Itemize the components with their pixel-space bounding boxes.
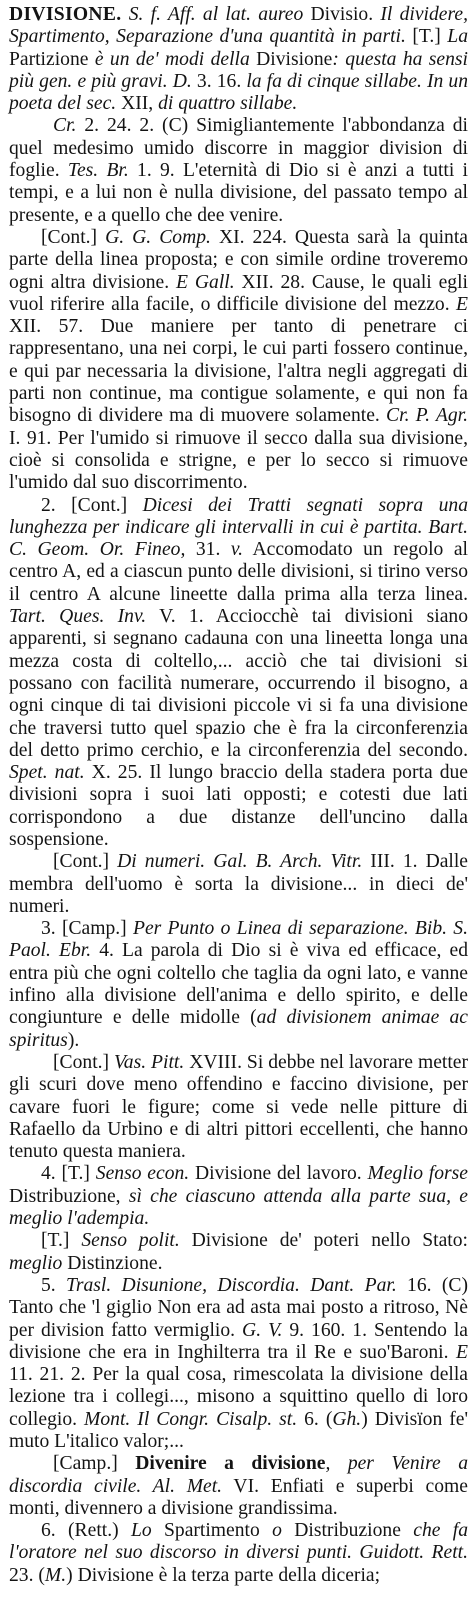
text-segment: [T.] <box>405 26 448 48</box>
entry-paragraph <box>9 851 468 918</box>
text-segment: Cr. P. Agr. <box>386 405 468 427</box>
text-segment: Di numeri. Gal. B. Arch. Vitr. <box>117 851 363 873</box>
text-segment: 9. 160. 1. Sentendo la divisione che era in Inghilterra tra il Re e suo'Baroni. <box>9 1319 468 1363</box>
entry-paragraph <box>9 1230 468 1275</box>
text-segment: E <box>456 293 468 315</box>
text-segment: Spartimento <box>164 1520 273 1542</box>
text-segment: Tes. Br. <box>67 160 129 182</box>
headword: DIVISIONE. <box>9 4 122 25</box>
text-segment: 23. ( <box>9 1564 45 1586</box>
text-segment: E <box>456 1341 468 1363</box>
entry-paragraph <box>9 1453 468 1520</box>
text-segment: M. <box>44 1564 67 1586</box>
text-segment: Distribuzione, <box>9 1185 129 1207</box>
text-segment: : questa ha sensi più gen. e più gravi. D. <box>9 48 468 92</box>
text-segment: S. f. Aff. al lat. aureo <box>121 4 311 25</box>
text-segment: G. V. <box>242 1319 283 1341</box>
text-segment: meglio <box>9 1252 68 1274</box>
entry-paragraph <box>9 115 468 226</box>
text-segment: Dicesi dei Tratti segnati sopra una lunghezza per indicare gli intervalli in cui è partita. Bart. C. Geom. Or. Fineo, <box>9 494 469 561</box>
text-segment: [T.] <box>41 1230 82 1252</box>
text-segment: che fa l'oratore nel suo discorso in diversi punti. Guidott. Rett. <box>9 1520 469 1564</box>
text-segment: [Cont.] <box>53 851 118 873</box>
text-segment: E Gall. <box>176 271 235 293</box>
text-segment: Il dividere, Spartimento, Separazione d'una quantità in parti. <box>9 4 468 48</box>
text-segment: [Cont.] <box>53 1051 114 1073</box>
text-segment: X. 25. Il lungo braccio della stadera porta due divisioni sopra i suoi lati opposti; e cotesti due lati corrispondono a due distanze dell'uncino dalla sospensione. <box>9 762 468 850</box>
text-segment: Divenire a divisione <box>135 1453 326 1475</box>
text-segment: Per Punto o Linea di separazione. Bib. S. Paol. Ebr. <box>9 918 468 962</box>
text-segment: 6. (Rett.) <box>41 1520 131 1542</box>
text-segment: 2. 24. 2. (C) Simigliantemente l'abbondanza di quel medesimo umido discorre in maggior division di foglie. <box>9 115 468 182</box>
text-segment: 1. 9. L'eternità di Dio si è anzi a tutti i tempi, e a lui non è nulla divisione, del passato tempo al presente, e a quello che dee venire. <box>9 160 469 226</box>
text-segment: III. 1. Dalle membra dell'uomo è sorta la divisione... in dieci de' numeri. <box>9 851 469 917</box>
text-segment: Mont. Il Congr. Cisalp. st. <box>84 1408 298 1430</box>
text-segment: Meglio forse <box>367 1163 468 1185</box>
text-segment: G. G. Comp. <box>105 226 211 248</box>
text-segment: 31. <box>185 539 231 561</box>
text-segment: sì che ciascuno attenda alla parte sua, e meglio l'adempia. <box>9 1185 469 1230</box>
text-segment: ) Divisione è la terza parte della diceria; <box>66 1564 381 1586</box>
text-segment: XII. 57. Due maniere per tanto di penetrare ci rappresentano, una nei corpi, le cui parti fossero continue, e qui par necessaria la divisione, l'altra negli aggregati di parti non continue, ma contigue solamente, e qui non fa bisogno di dividere ma di muovere solamente. <box>9 316 468 427</box>
text-segment: Cr. <box>53 115 77 137</box>
text-segment: 4. La parola di Dio si è viva ed efficace, ed entra più che ogni coltello che taglia da ogni lato, e vanne infino alla divisione dell'anima e dello spirito, e delle congiunture e delle midolle ( <box>9 940 468 1029</box>
entry-paragraph <box>9 1275 468 1453</box>
text-segment: v. <box>230 539 244 561</box>
text-segment: La <box>447 26 468 48</box>
text-segment: Tart. Ques. Inv. <box>9 606 147 628</box>
text-segment: Divisio. <box>310 4 374 25</box>
text-segment: Senso econ. <box>95 1163 190 1185</box>
entry-definition <box>9 4 468 115</box>
text-segment: ). <box>67 1029 80 1051</box>
entry-paragraph <box>9 227 468 495</box>
text-segment: di quattro sillabe. <box>158 93 298 115</box>
entry-paragraph <box>9 495 468 852</box>
text-segment: VI. Enfiati e superbi come monti, divennero a divisione grandissima. <box>9 1475 468 1519</box>
text-segment: Gh. <box>332 1408 362 1430</box>
text-segment: 6. ( <box>297 1408 333 1430</box>
text-segment: è un de' modi della <box>94 48 257 70</box>
text-segment: XI. 224. Questa sarà la quinta parte della linea proposta; e con simile ordine troveremo ogni altra divisione. <box>9 226 468 293</box>
text-segment: 2. [Cont.] <box>41 494 143 516</box>
text-segment: V. 1. Acciocchè tai divisioni siano apparenti, si segnano cadauna con una lineetta longa una mezza costa di coltello,... acciò che tai divisioni si possano con facilità numerare, occurrendo il bisogno, a ogni cinque di tai divisioni piccole vi si fa una divisione che traversi tutto quel spazio che è fra la circonferenzia del detto primo cerchio, e la circonferenzia del secondo. <box>9 606 468 761</box>
text-segment: Divisione de' poteri nello Stato: <box>179 1230 468 1252</box>
text-segment: Accomodato un regolo al centro A, ed a ciascun punto delle divisioni, si tirino verso il centro A alcune lineette dalla prima alla terza linea. <box>9 539 468 605</box>
text-segment: Lo <box>130 1520 164 1542</box>
text-segment: 16. (C) Tanto che 'l giglio Non era ad asta mai posto a ritroso, Nè per division fatto vermiglio. <box>9 1274 468 1341</box>
text-segment: XII. 28. Cause, le quali egli vuol riferire alla facile, o difficile divisione del mezzo. <box>9 271 468 315</box>
text-segment: 3. [Camp.] <box>41 918 133 940</box>
text-segment: Distinzione. <box>67 1252 163 1274</box>
entry-paragraph <box>9 1520 468 1587</box>
text-segment: Divisione del lavoro. <box>189 1163 368 1185</box>
text-segment: Trasl. Disunione, Discordia. Dant. Par. <box>66 1274 397 1296</box>
text-segment: 4. [T.] <box>41 1163 96 1185</box>
entry-paragraph <box>9 918 468 1052</box>
text-segment: Spet. nat. <box>9 762 85 784</box>
text-segment: [Camp.] <box>53 1453 136 1475</box>
text-segment: Senso polit. <box>81 1230 180 1252</box>
text-segment: [Cont.] <box>41 226 106 248</box>
text-segment: , per Venire a discordia civile. Al. Met. <box>9 1453 468 1497</box>
entry-paragraph <box>9 1052 468 1163</box>
text-segment: Vas. Pitt. <box>114 1051 185 1073</box>
text-segment: I. 91. Per l'umido si rimuove il secco dalla sua divisione, cioè si consolida e strigne, e per lo secco si rimuove l'umido dal suo discorrimento. <box>9 427 468 494</box>
text-segment: Partizione <box>9 48 95 70</box>
entry-paragraph <box>9 1163 468 1230</box>
text-segment: XII, <box>116 93 159 115</box>
text-segment: Divisione <box>256 48 333 70</box>
text-segment: o <box>272 1520 295 1542</box>
text-segment: ) Divisïon fe' muto L'italico valor;... <box>9 1408 468 1452</box>
text-segment: Distribuzione <box>294 1520 414 1542</box>
text-segment: 5. <box>41 1274 67 1296</box>
text-segment: XVIII. Si debbe nel lavorare metter gli scuri dove meno offendino e faccino divisione, per cavare fuori le figure; come si vede nelle pitture di Rafaello da Urbino e di altri pittori eccellenti, che hanno tenuto questa maniera. <box>9 1051 468 1163</box>
text-segment: la fa di cinque sillabe. In un poeta del sec. <box>9 70 468 115</box>
text-segment: ad divisionem animae ac spiritus <box>9 1007 468 1051</box>
text-segment: 3. 16. <box>191 70 247 92</box>
text-segment: 11. 21. 2. Per la qual cosa, rimescolata la divisione della lezione tra i collegi..., misono a squittino quello di loro collegio. <box>9 1364 468 1430</box>
